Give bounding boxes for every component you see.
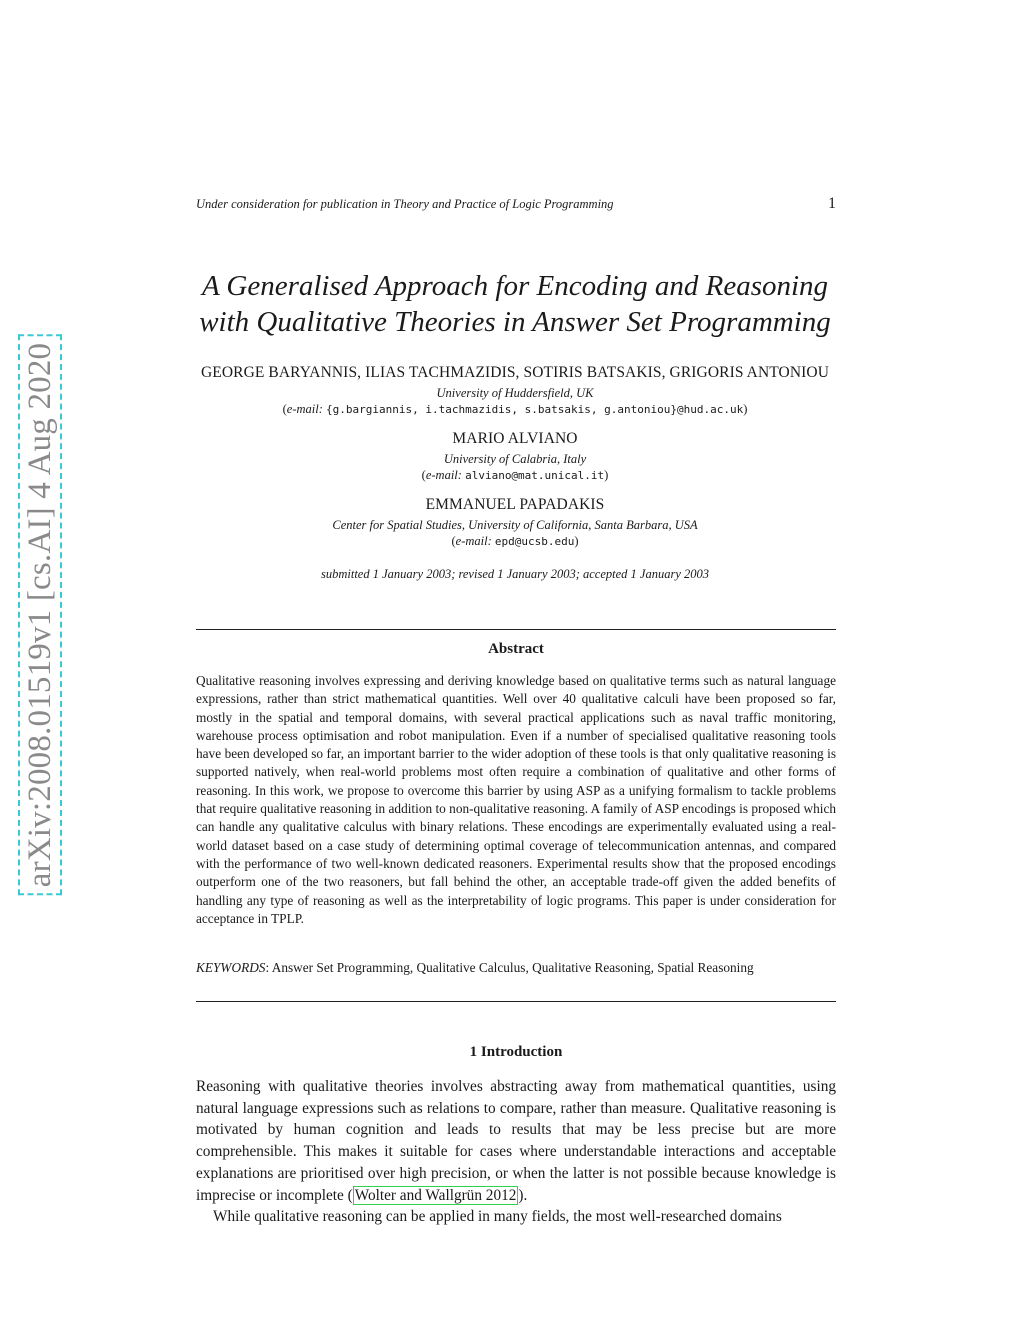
keywords-label: KEYWORDS [196, 960, 266, 975]
page-number: 1 [828, 195, 836, 212]
author-group-1 [150, 364, 880, 417]
email-address[interactable]: {g.bargiannis, i.tachmazidis, s.batsakis, g.antoniou}@hud.ac.uk [326, 403, 744, 416]
title-line-2: with Qualitative Theories in Answer Set Programming [199, 306, 831, 338]
abstract-bottom-rule [196, 1001, 836, 1002]
keywords-text: : Answer Set Programming, Qualitative Calculus, Qualitative Reasoning, Spatial Reasoning [265, 960, 754, 975]
email-line: (e-mail: {g.bargiannis, i.tachmazidis, s.batsakis, g.antoniou}@hud.ac.uk) [282, 402, 748, 416]
email-address[interactable]: alviano@mat.unical.it [465, 469, 605, 482]
abstract-heading: Abstract [488, 641, 544, 657]
keywords [196, 959, 836, 977]
arxiv-stamp[interactable]: arXiv:2008.01519v1 [cs.AI] 4 Aug 2020 [18, 335, 62, 896]
journal-name: Under consideration for publication in Theory and Practice of Logic Programming [196, 197, 614, 211]
email-label: e-mail: [425, 468, 462, 482]
affiliation: Center for Spatial Studies, University of California, Santa Barbara, USA [332, 518, 698, 532]
email-label: e-mail: [286, 402, 323, 416]
arxiv-stamp-area [16, 325, 64, 905]
abstract-text: Qualitative reasoning involves expressing and deriving knowledge based on qualitative terms such as natural language expressions, rather than strict mathematical quantities. Well over 40 qualitative calculi have been proposed so far, mostly in the spatial and temporal domains, with several practical applications such as naval traffic monitoring, warehouse process optimisation and robot manipulation. Even if a number of specialised qualitative reasoning tools have been developed so far, an important barrier to the wider adoption of these tools is that only qualitative reasoning is supported natively, when real-world problems most often require a combination of qualitative and other forms of reasoning. In this work, we propose to overcome this barrier by using ASP as a unifying formalism to tackle problems that require qualitative reasoning in addition to non-qualitative reasoning. A family of ASP encodings is proposed which can handle any qualitative calculus with binary relations. These encodings are experimentally evaluated using a real-world dataset based on a case study of determining optimal coverage of telecommunication antennas, and compared with the performance of two well-known dedicated reasoners. Experimental results show that the proposed encodings outperform one of the two reasoners, but fall behind the other, an acceptable trade-off given the added benefits of handling any type of reasoning as well as the interpretability of logic programs. This paper is under consideration for acceptance in TPLP. [196, 673, 836, 926]
author-group-3 [150, 496, 880, 549]
section-heading-introduction: 1 Introduction [469, 1044, 563, 1060]
submission-dates: submitted 1 January 2003; revised 1 January 2003; accepted 1 January 2003 [321, 567, 709, 581]
intro-paragraph-2: While qualitative reasoning can be applied in many fields, the most well-researched domains [213, 1208, 782, 1226]
authors-block [150, 364, 880, 582]
author-names: GEORGE BARYANNIS, ILIAS TACHMAZIDIS, SOTIRIS BATSAKIS, GRIGORIS ANTONIOU [200, 364, 829, 381]
email-address[interactable]: epd@ucsb.edu [494, 535, 575, 548]
title-line-1: A Generalised Approach for Encoding and Reasoning [201, 270, 829, 302]
author-names: EMMANUEL PAPADAKIS [425, 496, 605, 513]
citation-link[interactable]: Wolter and Wallgrün 2012 [354, 1186, 517, 1204]
running-head [196, 195, 836, 213]
affiliation: University of Huddersfield, UK [436, 386, 594, 400]
email-label: e-mail: [455, 534, 492, 548]
abstract-top-rule [196, 629, 836, 630]
intro-paragraph-1: Reasoning with qualitative theories involves abstracting away from mathematical quantities, using natural language expressions such as relations to compare, rather than measure. Qualitative reasoning is motivated by human cognition and leads to results that may be less precise but are more comprehensible. This makes it suitable for cases where understandable interactions and acceptable explanations are prioritised over high precision, or when the latter is not possible because knowledge is imprecise or incomplete ( Wolter and Wallgrün 2012 ). [196, 1078, 836, 1204]
paper-title [150, 268, 880, 340]
email-line: (e-mail: epd@ucsb.edu) [451, 534, 579, 548]
author-group-2 [150, 430, 880, 483]
introduction-body [196, 1076, 836, 1228]
email-line: (e-mail: alviano@mat.unical.it) [421, 468, 609, 482]
author-names: MARIO ALVIANO [452, 430, 578, 447]
affiliation: University of Calabria, Italy [443, 452, 587, 466]
